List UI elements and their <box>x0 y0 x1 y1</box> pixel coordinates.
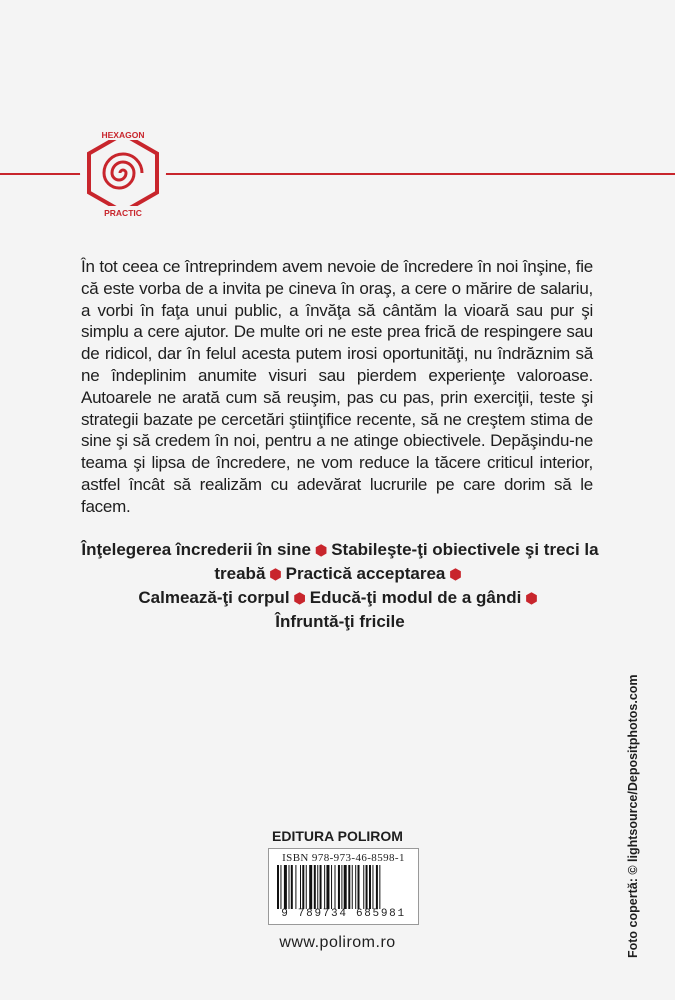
topic-item: Calmează-ţi corpul <box>138 588 290 607</box>
barcode-digits: 9 789734 685981 <box>281 908 406 920</box>
barcode-bar <box>291 865 293 909</box>
topic-item: Înfruntă-ţi fricile <box>275 612 405 631</box>
barcode-bar <box>352 865 353 909</box>
barcode-bar <box>280 865 281 909</box>
back-cover-blurb <box>81 256 593 518</box>
barcode-bar <box>372 865 373 909</box>
barcode-bar <box>331 865 332 909</box>
hexagon-separator-icon: ⬢ <box>449 566 462 582</box>
barcode-bar <box>289 865 290 909</box>
barcode-bar <box>335 865 336 909</box>
barcode-bar <box>277 865 279 909</box>
barcode-bar <box>366 865 368 909</box>
barcode-bar <box>326 865 329 909</box>
barcode-bar <box>348 865 350 909</box>
photo-credit: Foto copertă: © lightsource/Depositphotos.com <box>626 674 640 958</box>
barcode-bar <box>369 865 371 909</box>
topic-item: Practică acceptarea <box>285 564 446 583</box>
logo-bottom-text: PRACTIC <box>104 208 142 218</box>
barcode-bar <box>317 865 318 909</box>
hexagon-separator-icon: ⬢ <box>269 566 282 582</box>
hexagon-separator-icon: ⬢ <box>293 590 306 606</box>
isbn-barcode <box>268 848 419 925</box>
barcode-bar <box>363 865 364 909</box>
barcode-bar <box>302 865 304 909</box>
barcode-bar <box>309 865 312 909</box>
isbn-number: ISBN 978-973-46-8598-1 <box>282 852 405 864</box>
barcode-bar <box>379 865 380 909</box>
logo-top-text: HEXAGON <box>101 130 145 140</box>
barcode-bars <box>277 865 410 909</box>
blurb-paragraph: În tot ceea ce întreprindem avem nevoie de încredere în noi înşine, fie că este vorba de a invita pe cineva în oraş, a cere o mărire de salariu, a vorbi în faţa unui public, a învăţa să cântăm la vioară sau pur şi simplu a cere ajutor. De multe ori ne este prea frică de respingere sau de ridicol, dar în felul acesta putem irosi oportunităţi, nu îndrăznim să ne îndeplinim anumite visuri sau pierdem experienţe valoroase. Autoarele ne arată cum să reuşim, pas cu pas, prin exerciţii, teste şi strategii bazate pe cercetări ştiinţifice recente, să ne creştem stima de sine şi să credem în noi, pentru a ne atinge obiectivele. Depăşindu-ne teama şi lipsa de încredere, ne vom reduce la tăcere criticul interior, astfel încât să realizăm cu adevărat lucrurile pe care dorim să le facem. <box>81 257 593 516</box>
topics-list <box>60 538 620 633</box>
barcode-bar <box>314 865 316 909</box>
hexagon-practic-logo <box>78 128 168 218</box>
topic-item: Înţelegerea încrederii în sine <box>81 540 311 559</box>
barcode-bar <box>295 865 296 909</box>
publisher-website: www.polirom.ro <box>279 934 396 951</box>
barcode-bar <box>341 865 342 909</box>
barcode-bar <box>324 865 325 909</box>
hexagon-separator-icon: ⬢ <box>525 590 538 606</box>
barcode-bar <box>284 865 287 909</box>
barcode-bar <box>300 865 301 909</box>
barcode-bar <box>320 865 322 909</box>
barcode-bar <box>355 865 356 909</box>
barcode-bar <box>344 865 347 909</box>
topic-item: Educă-ţi modul de a gândi <box>309 588 522 607</box>
hexagon-separator-icon: ⬢ <box>314 542 328 558</box>
publisher-name: EDITURA POLIROM <box>272 828 403 844</box>
barcode-bar <box>376 865 378 909</box>
topic-item: Stabileşte-ţi obiectivele şi treci la treabă <box>214 540 599 583</box>
barcode-bar <box>306 865 307 909</box>
barcode-bar <box>338 865 340 909</box>
barcode-bar <box>358 865 360 909</box>
